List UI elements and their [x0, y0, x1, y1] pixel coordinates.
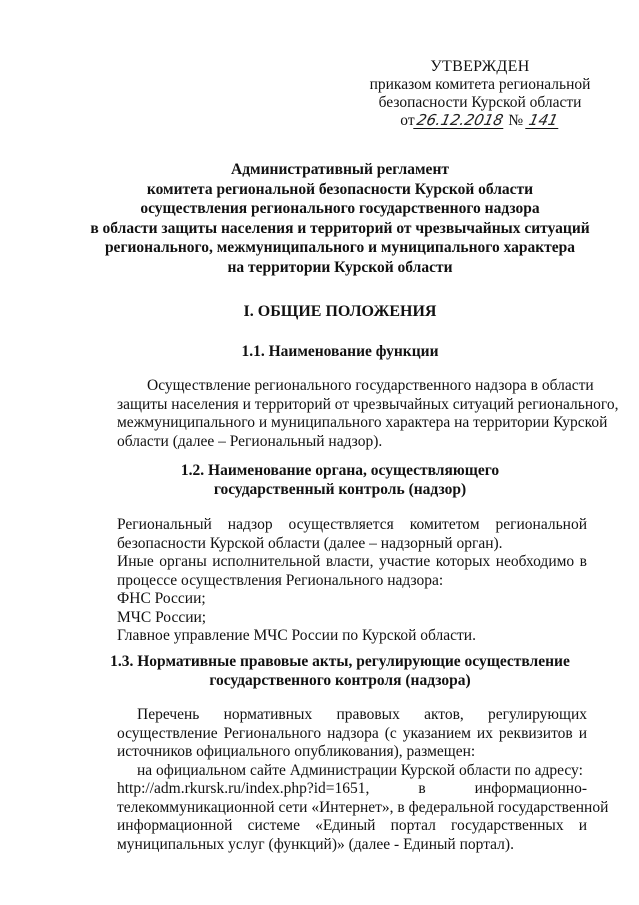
document-title [60, 160, 620, 277]
section-1-heading: I. ОБЩИЕ ПОЛОЖЕНИЯ [243, 303, 437, 320]
approval-line-2: безопасности Курской области [378, 94, 582, 111]
subsection-1-1-heading: 1.1. Наименование функции [241, 343, 439, 360]
title-line-2: комитета региональной безопасности Курской области [146, 180, 534, 198]
list-item: Главное управление МЧС России по Курской области. [117, 627, 476, 644]
heading-line: государственного контроля (надзора) [209, 672, 471, 689]
subsection-1-2-heading [60, 461, 620, 499]
subsection-1-3-heading [60, 652, 620, 690]
approval-title: УТВЕРЖДЕН [430, 58, 530, 75]
text-line: осуществление Регионального надзора (с указанием их реквизитов и [117, 724, 587, 742]
handwritten-date: 26.12.2018 [414, 111, 505, 129]
text-line: муниципальных услуг (функций)» (далее - Единый портал). [117, 835, 514, 853]
approval-line-1: приказом комитета региональной [369, 76, 591, 93]
subsection-1-3-text [117, 706, 609, 854]
text-line: защиты населения и территорий от чрезвычайных ситуаций регионального, [117, 395, 619, 413]
approval-stamp [360, 58, 600, 130]
list-item: ФНС России; [117, 590, 206, 607]
text-line: безопасности Курской области (далее – надзорный орган). [117, 534, 503, 552]
date-prefix: от [400, 112, 415, 129]
heading-line: 1.2. Наименование органа, осуществляющего [180, 462, 500, 479]
text-line: информационной системе «Единый портал государственных и [117, 817, 587, 834]
subsection-1-2-text [117, 516, 587, 646]
text-line: Иные органы исполнительной власти, участие которых необходимо в [117, 553, 587, 570]
handwritten-number: 141 [527, 111, 560, 129]
title-line-1: Административный регламент [231, 161, 449, 178]
title-line-6: на территории Курской области [227, 258, 453, 276]
title-line-5: регионального, межмуниципального и муниципального характера [104, 239, 576, 256]
list-item: МЧС России; [117, 608, 207, 626]
text-line: телекоммуникационной сети «Интернет», в федеральной государственной [117, 798, 609, 816]
text-line: на официальном сайте Администрации Курской области по адресу: [137, 761, 583, 779]
title-line-3: осуществления регионального государственного надзора [140, 200, 540, 217]
number-sign: № [508, 112, 524, 129]
approval-date-line [400, 112, 559, 130]
text-line: Региональный надзор осуществляется комитетом региональной [117, 516, 587, 533]
subsection-1-1-text [117, 377, 619, 451]
text-line: http://adm.rkursk.ru/index.php?id=1651, в информационно- [117, 780, 587, 797]
text-line: межмуниципального и муниципального характера на территории Курской [117, 414, 608, 431]
heading-line: 1.3. Нормативные правовые акты, регулирующие осуществление [110, 653, 570, 670]
heading-line: государственный контроль (надзор) [213, 481, 467, 498]
text-line: области (далее – Региональный надзор). [117, 432, 383, 450]
text-line: процессе осуществления Регионального надзора: [117, 571, 444, 589]
text-line: источников официального опубликования), размещен: [117, 743, 476, 760]
text-line: Перечень нормативных правовых актов, регулирующих [137, 706, 587, 723]
title-line-4: в области защиты населения и территорий от чрезвычайных ситуаций [90, 219, 590, 237]
text-line: Осуществление регионального государственного надзора в области [147, 377, 594, 394]
